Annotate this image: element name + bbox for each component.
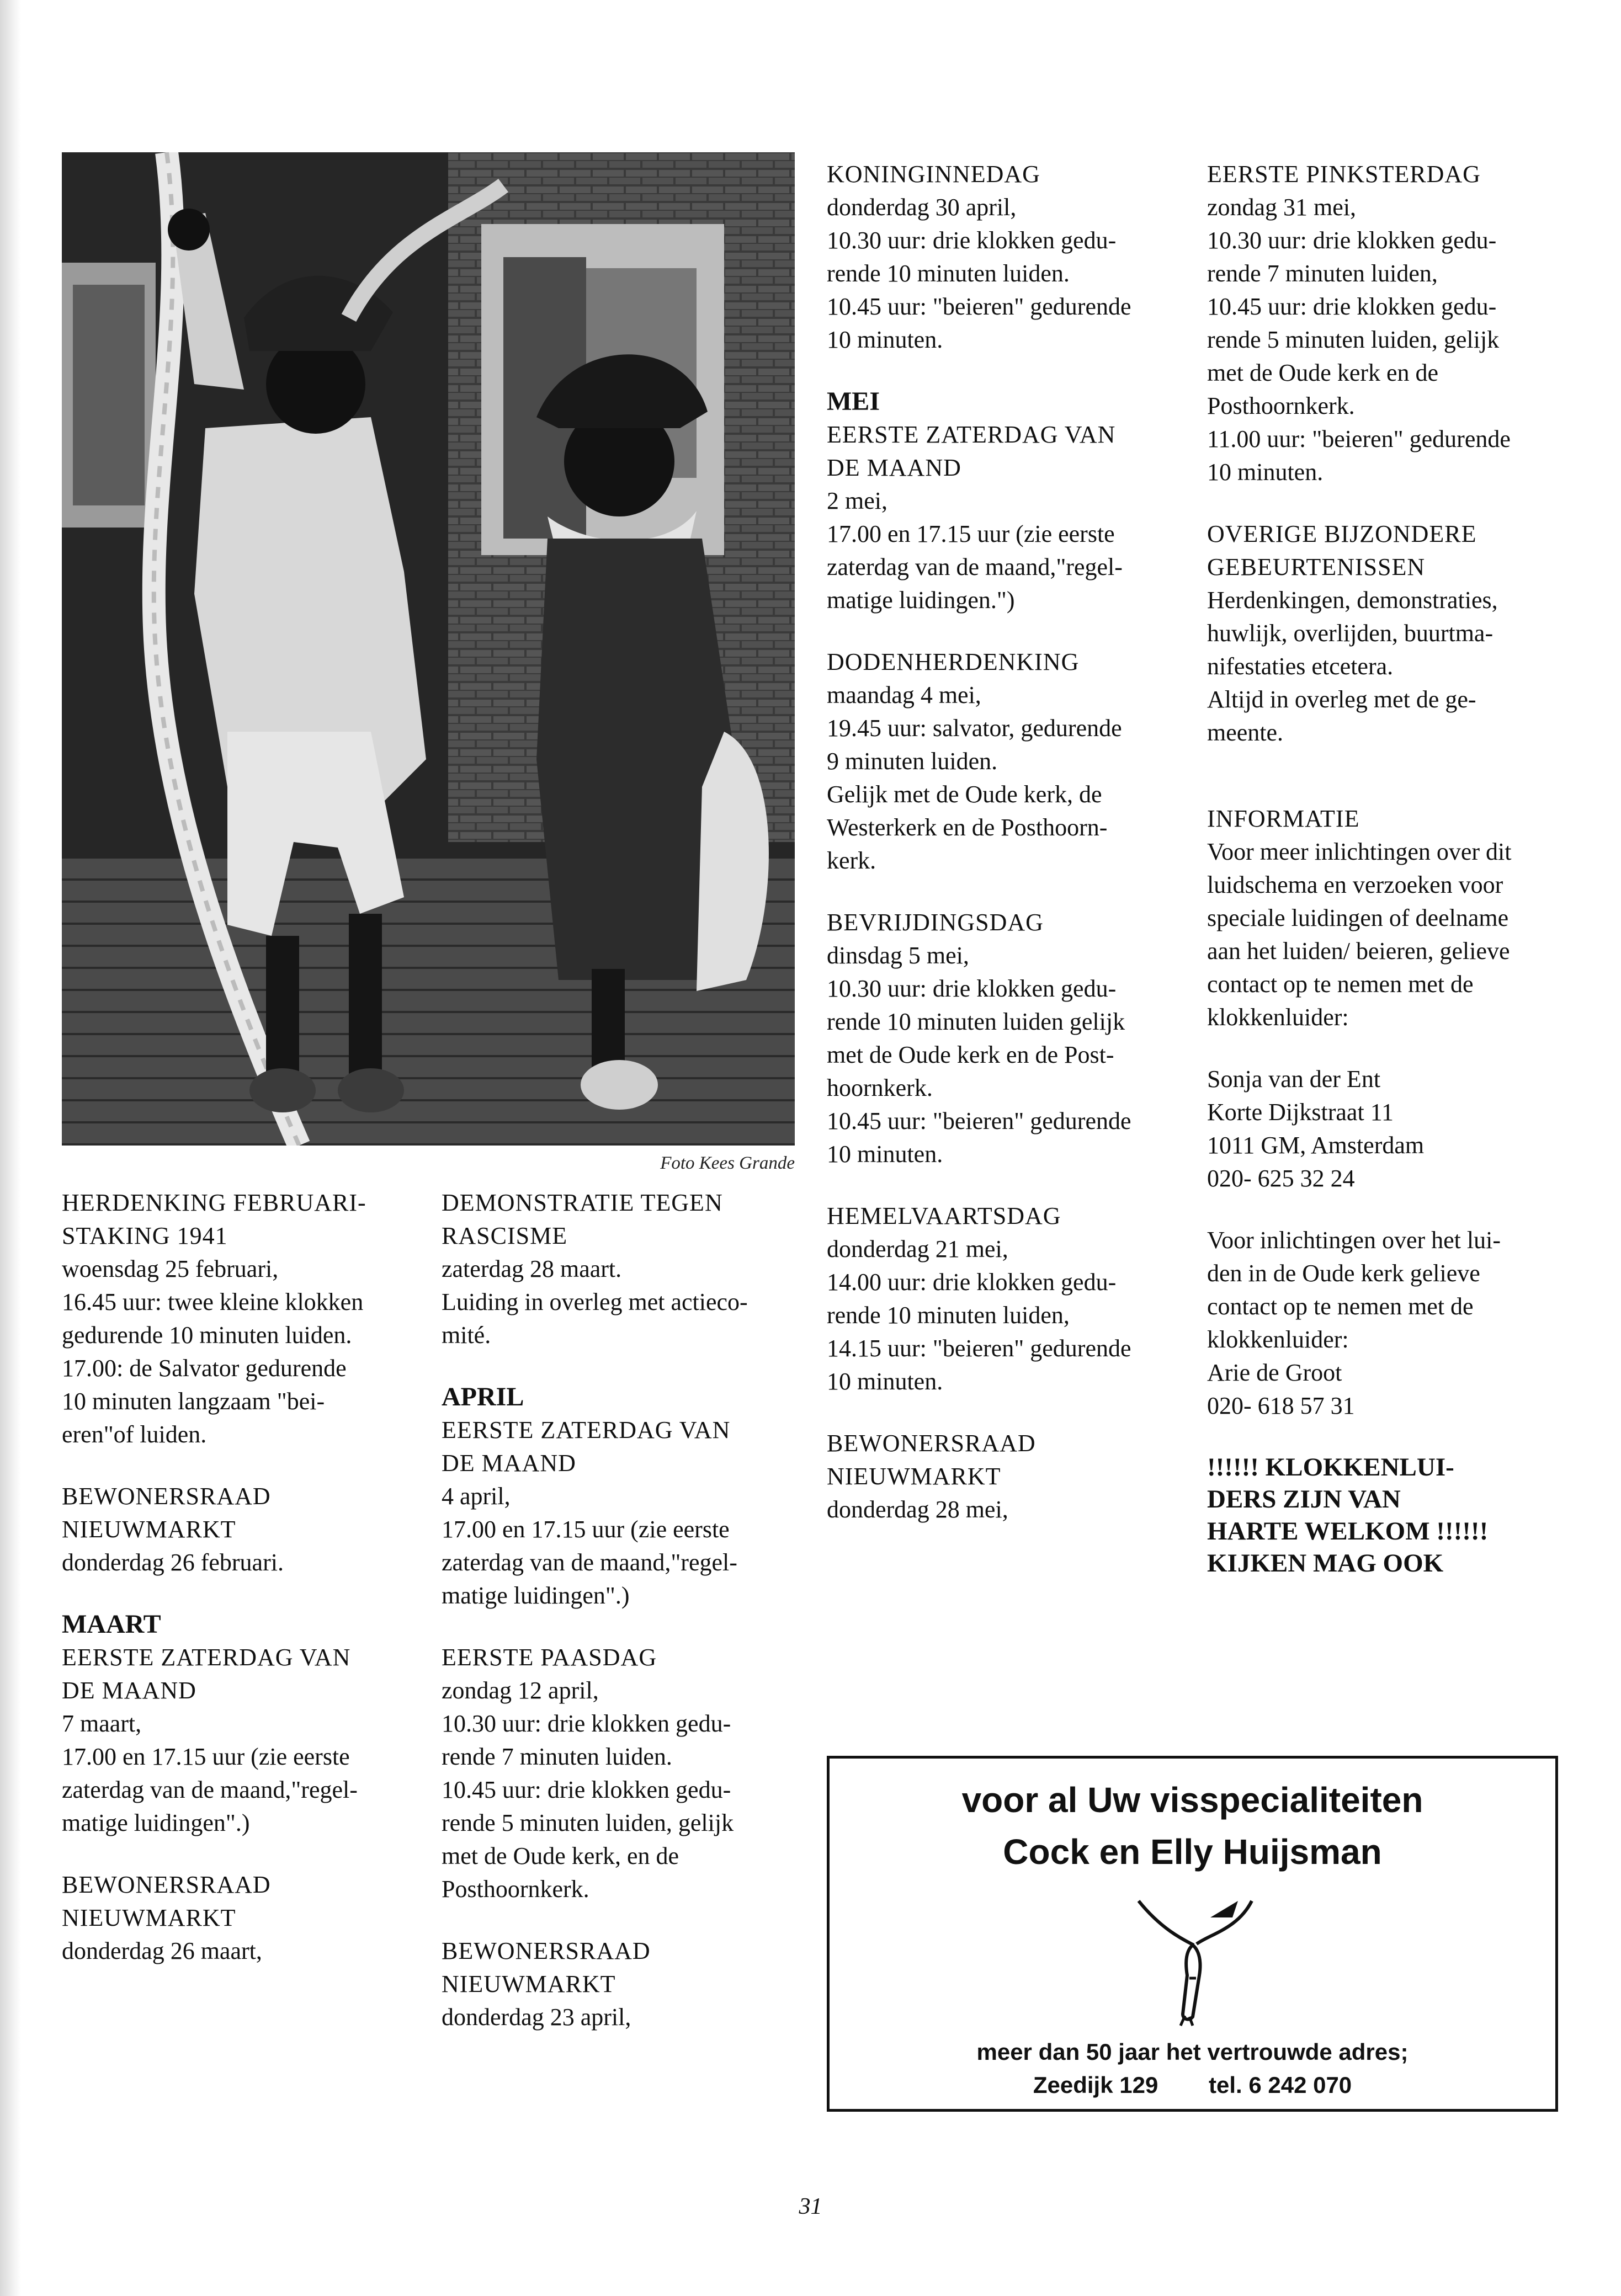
event-line: zaterdag van de maand,"regel- — [442, 1549, 737, 1576]
event-line: Westerkerk en de Posthoorn- — [827, 814, 1108, 841]
event-line: meente. — [1207, 719, 1284, 746]
event-line: rende 10 minuten luiden. — [827, 260, 1070, 287]
contact-arie-de-groot — [1207, 1224, 1560, 1423]
ad-tagline: meer dan 50 jaar het vertrouwde adres; — [976, 2039, 1409, 2065]
event-title: BEWONERSRAAD — [62, 1483, 271, 1510]
event-eerste-pinksterdag — [1207, 158, 1560, 489]
event-line: zondag 12 april, — [442, 1677, 599, 1704]
event-line: nifestaties etcetera. — [1207, 653, 1394, 680]
event-hemelvaartsdag — [827, 1200, 1180, 1398]
info-line: den in de Oude kerk gelieve — [1207, 1260, 1480, 1287]
event-title: BEWONERSRAAD — [827, 1430, 1036, 1457]
event-line: met de Oude kerk, en de — [442, 1842, 679, 1869]
event-line: Posthoornkerk. — [1207, 392, 1355, 419]
event-title: NIEUWMARKT — [827, 1463, 1001, 1490]
section-title: INFORMATIE — [1207, 805, 1360, 832]
event-line: 7 maart, — [62, 1710, 142, 1737]
event-line: matige luidingen.") — [827, 587, 1015, 614]
event-line: 10 minuten. — [827, 326, 943, 353]
event-title: DEMONSTRATIE TEGEN — [442, 1189, 723, 1216]
event-title: BEWONERSRAAD — [442, 1937, 651, 1964]
info-line: speciale luidingen of deelname — [1207, 904, 1509, 931]
event-title: DODENHERDENKING — [827, 648, 1080, 675]
event-title: DE MAAND — [62, 1677, 196, 1704]
fish-logo-icon — [1128, 1879, 1260, 2028]
event-line: hoornkerk. — [827, 1074, 933, 1101]
event-line: 10.45 uur: "beieren" gedurende — [827, 293, 1131, 320]
column-3 — [827, 158, 1180, 1555]
contact-name: Sonja van der Ent — [1207, 1066, 1381, 1093]
contact-city: 1011 GM, Amsterdam — [1207, 1132, 1425, 1159]
event-line: Luiding in overleg met actieco- — [442, 1288, 748, 1315]
event-line: 14.15 uur: "beieren" gedurende — [827, 1335, 1131, 1362]
event-line: zondag 31 mei, — [1207, 194, 1357, 221]
informatie-section — [1207, 802, 1560, 1034]
info-line: klokkenluider: — [1207, 1326, 1349, 1353]
event-title: HEMELVAARTSDAG — [827, 1202, 1061, 1229]
event-line: kerk. — [827, 847, 876, 874]
event-title: EERSTE PINKSTERDAG — [1207, 161, 1481, 188]
event-line: 10.30 uur: drie klokken gedu- — [442, 1710, 731, 1737]
event-line: 4 april, — [442, 1483, 511, 1510]
info-line: aan het luiden/ beieren, gelieve — [1207, 937, 1510, 965]
event-line: 10 minuten. — [827, 1141, 943, 1168]
welcome-notice — [1207, 1451, 1560, 1579]
event-bewonersraad-mei — [827, 1427, 1180, 1526]
event-eerste-zaterdag-maart — [62, 1641, 415, 1840]
event-line: zaterdag van de maand,"regel- — [827, 553, 1123, 580]
event-title: NIEUWMARKT — [442, 1970, 616, 1997]
photo-illustration — [62, 152, 795, 1146]
event-line: 19.45 uur: salvator, gedurende — [827, 715, 1122, 742]
event-title: NIEUWMARKT — [62, 1904, 236, 1931]
event-koninginnedag — [827, 158, 1180, 356]
event-line: rende 7 minuten luiden, — [1207, 260, 1438, 287]
contact-phone: 020- 625 32 24 — [1207, 1165, 1355, 1192]
event-line: 10 minuten langzaam "bei- — [62, 1388, 325, 1415]
event-line: eren"of luiden. — [62, 1421, 207, 1448]
contact-street: Korte Dijkstraat 11 — [1207, 1099, 1394, 1126]
event-line: 10.30 uur: drie klokken gedu- — [827, 975, 1117, 1002]
event-bevrijdingsdag — [827, 906, 1180, 1171]
page-number: 31 — [799, 2194, 822, 2219]
event-line: 17.00 en 17.15 uur (zie eerste — [442, 1516, 730, 1543]
event-title: DE MAAND — [442, 1450, 576, 1477]
info-line: Voor meer inlichtingen over dit — [1207, 838, 1512, 865]
event-line: Posthoornkerk. — [442, 1876, 589, 1903]
ad-headline: voor al Uw visspecialiteiten — [961, 1780, 1423, 1820]
welcome-line: DERS ZIJN VAN — [1207, 1485, 1401, 1514]
event-line: 10 minuten. — [827, 1368, 943, 1395]
event-line: rende 5 minuten luiden, gelijk — [442, 1809, 734, 1836]
event-title: EERSTE ZATERDAG VAN — [62, 1644, 351, 1671]
event-title: NIEUWMARKT — [62, 1516, 236, 1543]
event-title: EERSTE ZATERDAG VAN — [827, 421, 1116, 448]
info-line: Voor inlichtingen over het lui- — [1207, 1227, 1501, 1254]
month-heading-mei: MEI — [827, 387, 880, 416]
event-overige-gebeurtenissen — [1207, 518, 1560, 749]
info-line: luidschema en verzoeken voor — [1207, 871, 1503, 898]
event-dodenherdenking — [827, 646, 1180, 877]
event-line: huwlijk, overlijden, buurtma- — [1207, 620, 1494, 647]
event-line: rende 10 minuten luiden gelijk — [827, 1008, 1125, 1035]
event-line: Altijd in overleg met de ge- — [1207, 686, 1476, 713]
event-line: donderdag 28 mei, — [827, 1496, 1008, 1523]
ad-contact-line — [830, 2072, 1555, 2098]
event-line: matige luidingen".) — [442, 1582, 630, 1609]
event-line: donderdag 23 april, — [442, 2004, 631, 2031]
contact-phone: 020- 618 57 31 — [1207, 1392, 1355, 1419]
event-line: mité. — [442, 1322, 491, 1349]
event-bewonersraad-april — [442, 1935, 795, 2034]
event-line: 17.00 en 17.15 uur (zie eerste — [827, 520, 1115, 547]
event-line: met de Oude kerk en de Post- — [827, 1041, 1114, 1068]
month-heading-maart: MAART — [62, 1610, 161, 1639]
welcome-line: KIJKEN MAG OOK — [1207, 1549, 1444, 1578]
event-line: 2 mei, — [827, 487, 887, 514]
event-demonstratie-rascisme — [442, 1186, 795, 1352]
info-line: contact op te nemen met de — [1207, 971, 1474, 998]
event-line: woensdag 25 februari, — [62, 1255, 279, 1282]
event-line: maandag 4 mei, — [827, 681, 981, 708]
event-title: BEVRIJDINGSDAG — [827, 909, 1044, 936]
event-line: gedurende 10 minuten luiden. — [62, 1322, 352, 1349]
event-title: EERSTE PAASDAG — [442, 1644, 657, 1671]
event-line: 10.30 uur: drie klokken gedu- — [827, 227, 1117, 254]
event-line: rende 10 minuten luiden, — [827, 1302, 1070, 1329]
event-line: donderdag 26 februari. — [62, 1549, 284, 1576]
page-edge-shadow — [0, 0, 21, 2296]
column-4 — [1207, 158, 1560, 1579]
event-title: STAKING 1941 — [62, 1222, 228, 1249]
ad-business-name: Cock en Elly Huijsman — [1003, 1832, 1382, 1872]
event-line: Gelijk met de Oude kerk, de — [827, 781, 1102, 808]
column-2 — [442, 1186, 795, 2063]
event-line: 17.00 en 17.15 uur (zie eerste — [62, 1743, 350, 1770]
event-line: 11.00 uur: "beieren" gedurende — [1207, 425, 1511, 452]
welcome-line: !!!!!! KLOKKENLUI- — [1207, 1453, 1454, 1482]
event-line: met de Oude kerk en de — [1207, 359, 1439, 386]
ad-phone: tel. 6 242 070 — [1208, 2072, 1352, 2098]
event-line: rende 5 minuten luiden, gelijk — [1207, 326, 1500, 353]
event-line: rende 7 minuten luiden. — [442, 1743, 672, 1770]
event-bewonersraad-februari — [62, 1480, 415, 1579]
event-line: 10 minuten. — [1207, 459, 1324, 486]
event-eerste-zaterdag-mei — [827, 418, 1180, 617]
event-title: DE MAAND — [827, 454, 961, 481]
event-eerste-zaterdag-april — [442, 1414, 795, 1612]
photo-zwarte-pieten-ringing-bell — [62, 152, 795, 1146]
event-line: 10.30 uur: drie klokken gedu- — [1207, 227, 1497, 254]
event-line: zaterdag 28 maart. — [442, 1255, 622, 1282]
info-line: klokkenluider: — [1207, 1004, 1349, 1031]
event-line: 17.00: de Salvator gedurende — [62, 1355, 347, 1382]
ad-address: Zeedijk 129 — [1033, 2072, 1158, 2098]
event-title: RASCISME — [442, 1222, 568, 1249]
event-title: BEWONERSRAAD — [62, 1871, 271, 1898]
event-line: 9 minuten luiden. — [827, 748, 998, 775]
month-heading-april: APRIL — [442, 1382, 524, 1411]
event-title: HERDENKING FEBRUARI- — [62, 1189, 366, 1216]
column-1 — [62, 1186, 415, 1996]
event-title: KONINGINNEDAG — [827, 161, 1040, 188]
event-line: matige luidingen".) — [62, 1809, 250, 1836]
event-line: donderdag 21 mei, — [827, 1235, 1008, 1262]
advertisement-box — [827, 1756, 1558, 2112]
event-title: OVERIGE BIJZONDERE — [1207, 520, 1477, 547]
photo-caption: Foto Kees Grande — [660, 1153, 795, 1173]
event-line: 14.00 uur: drie klokken gedu- — [827, 1269, 1117, 1296]
event-line: Herdenkingen, demonstraties, — [1207, 587, 1498, 614]
event-line: dinsdag 5 mei, — [827, 942, 969, 969]
event-line: donderdag 26 maart, — [62, 1937, 262, 1964]
event-title: EERSTE ZATERDAG VAN — [442, 1416, 731, 1443]
event-herdenking-februaristaking — [62, 1186, 415, 1451]
info-line: contact op te nemen met de — [1207, 1293, 1474, 1320]
welcome-line: HARTE WELKOM !!!!!! — [1207, 1517, 1489, 1546]
event-line: 10.45 uur: "beieren" gedurende — [827, 1107, 1131, 1134]
event-line: zaterdag van de maand,"regel- — [62, 1776, 358, 1803]
event-line: 10.45 uur: drie klokken gedu- — [1207, 293, 1497, 320]
event-line: 16.45 uur: twee kleine klokken — [62, 1288, 364, 1315]
event-line: 10.45 uur: drie klokken gedu- — [442, 1776, 731, 1803]
event-eerste-paasdag — [442, 1641, 795, 1906]
event-title: GEBEURTENISSEN — [1207, 553, 1426, 580]
contact-name: Arie de Groot — [1207, 1359, 1342, 1386]
event-bewonersraad-maart — [62, 1868, 415, 1968]
event-line: donderdag 30 april, — [827, 194, 1017, 221]
contact-sonja-van-der-ent — [1207, 1063, 1560, 1195]
